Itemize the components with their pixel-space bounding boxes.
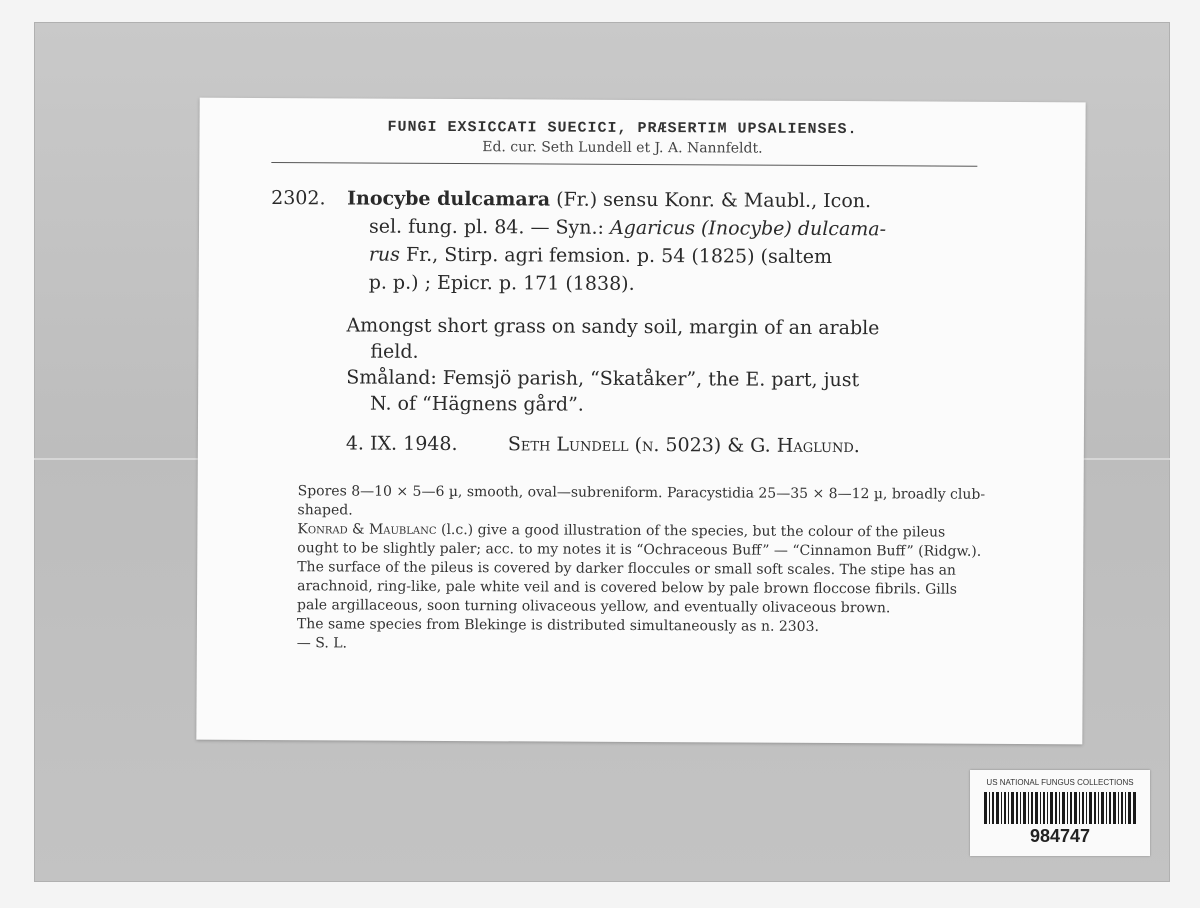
label-header bbox=[269, 118, 975, 158]
habitat-line2: field. bbox=[370, 340, 419, 363]
locality-line1: Småland: Femsjö parish, “Skatåker”, the E. part, just bbox=[346, 366, 860, 392]
habitat-block bbox=[346, 312, 987, 419]
note-description: The surface of the pileus is covered by darker floccules or small soft scales. The stipe has an arachnoid, ring-like, pale white veil and is covered below by pale brown floccose fibrils. Gills pale argillaceous, soon turning olivaceous yellow, and eventually olivaceous brown. bbox=[296, 559, 957, 617]
series-title: FUNGI EXSICCATI SUECICI, PRÆSERTIM UPSALIENSES. bbox=[387, 118, 858, 139]
note-spores: Spores 8—10 × 5—6 µ, smooth, oval—subreniform. Paracystidia 25—35 × 8—12 µ, broadly club-shaped. bbox=[297, 483, 986, 519]
notes-block bbox=[297, 482, 988, 657]
collection-date: 4. IX. 1948. bbox=[345, 432, 458, 456]
citation-line4: p. p.) ; Epicr. p. 171 (1838). bbox=[368, 271, 635, 295]
note-illustration-text: (l.c.) give a good illustration of the species, but the colour of the pileus ought to be slightly paler; acc. to my notes it is “Ochraceous Buff” — “Cinnamon Buff” (Ridgw.). bbox=[297, 521, 982, 560]
collectors: Seth Lundell (n. 5023) & G. Haglund. bbox=[507, 433, 860, 458]
citation-line2a: sel. fung. pl. 84. — Syn.: bbox=[368, 215, 611, 239]
locality-line2: N. of “Hägnens gård”. bbox=[370, 392, 584, 416]
note-illustration bbox=[297, 520, 987, 562]
synonym-name: Agaricus (Inocybe) dulcama- bbox=[609, 216, 887, 241]
editors-line: Ed. cur. Seth Lundell et J. A. Nannfeldt. bbox=[482, 139, 763, 157]
taxon-citation bbox=[347, 184, 988, 299]
note-signature: — S. L. bbox=[296, 635, 348, 652]
taxon-name: Inocybe dulcamara bbox=[347, 187, 551, 211]
citation-line1: (Fr.) sensu Konr. & Maubl., Icon. bbox=[550, 188, 872, 213]
synonym-name-cont: rus bbox=[368, 243, 401, 266]
exsiccata-number: 2302. bbox=[271, 187, 326, 210]
specimen-label bbox=[196, 98, 1085, 745]
header-rule bbox=[271, 162, 977, 167]
note-authors: Konrad & Maublanc bbox=[297, 521, 437, 538]
barcode-title: US NATIONAL FUNGUS COLLECTIONS bbox=[986, 778, 1134, 787]
barcode-bars bbox=[984, 792, 1136, 824]
citation-line3: Fr., Stirp. agri femsion. p. 54 (1825) (saltem bbox=[399, 243, 833, 268]
barcode-label bbox=[970, 770, 1150, 856]
taxon-entry bbox=[271, 184, 991, 295]
barcode-number: 984747 bbox=[1029, 826, 1091, 846]
note-distribution: The same species from Blekinge is distributed simultaneously as n. 2303. bbox=[296, 616, 820, 635]
habitat-line1: Amongst short grass on sandy soil, margin of an arable bbox=[346, 314, 880, 340]
